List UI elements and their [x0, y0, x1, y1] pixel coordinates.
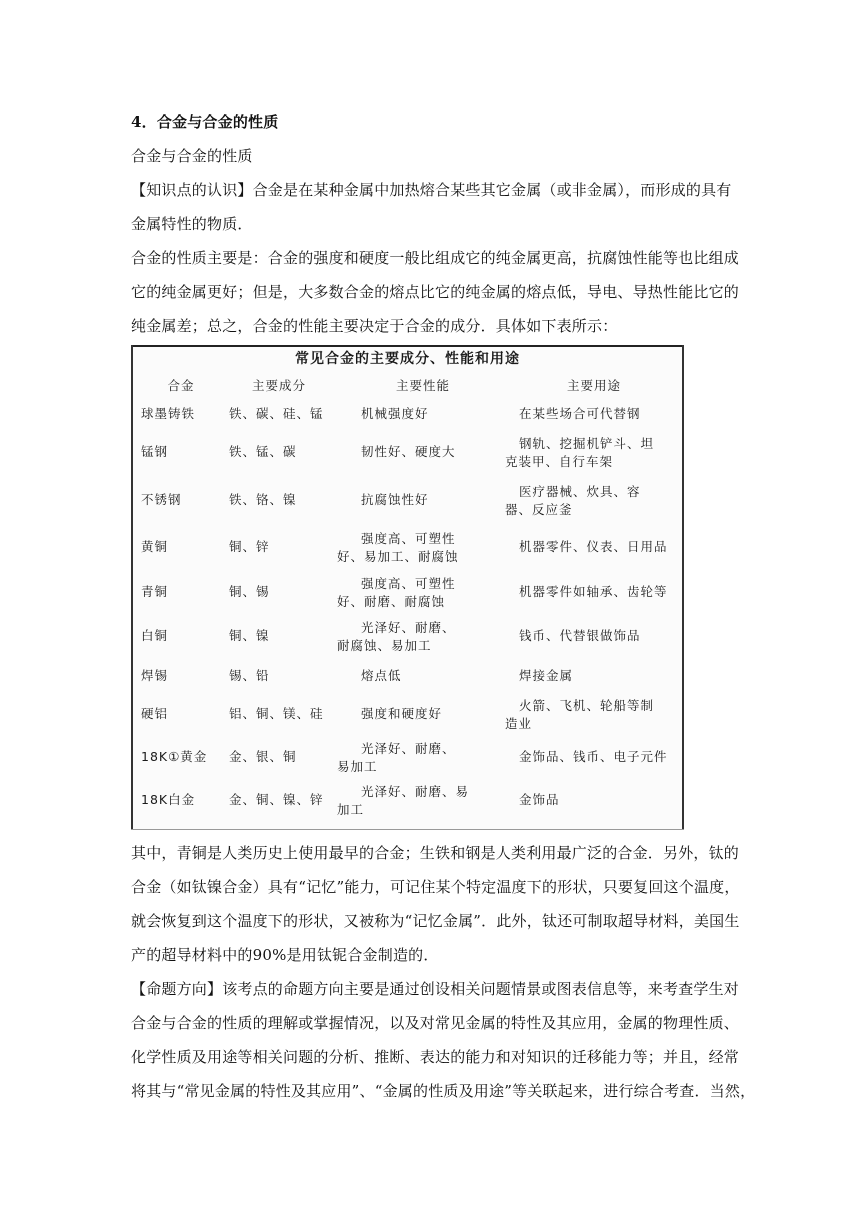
- alloy-cell: [141, 667, 221, 685]
- components-cell: [229, 405, 344, 423]
- table-cell-line: 焊锡: [141, 668, 169, 683]
- table-border-top: [131, 345, 684, 347]
- properties-paragraph-line: 纯金属差；总之，合金的性能主要决定于合金的成分．具体如下表所示：: [131, 317, 618, 335]
- uses-cell: [505, 405, 689, 423]
- table-cell-line: 器、反应釜: [505, 502, 573, 517]
- uses-cell: [505, 697, 675, 733]
- alloy-cell: [141, 443, 221, 461]
- table-cell-line: 机器零件、仪表、日用品: [519, 539, 668, 554]
- direction-paragraph-line: 【命题方向】该考点的命题方向主要是通过创设相关问题情景或图表信息等，来考查学生对: [131, 980, 740, 998]
- properties-cell: [337, 667, 501, 685]
- table-cell-line: 光泽好、耐磨、: [361, 620, 456, 635]
- alloy-cell: [141, 748, 221, 766]
- direction-paragraph-line: 合金与合金的性质的理解或掌握情况，以及对常见金属的特性及其应用，金属的物理性质、: [131, 1014, 740, 1032]
- table-cell-line: 医疗器械、炊具、容: [519, 484, 641, 499]
- components-cell: [229, 583, 344, 601]
- table-cell-line: 锡、铅: [229, 668, 270, 683]
- table-header-alloy: 合金: [167, 378, 195, 393]
- properties-paragraph-line: 它的纯金属更好；但是，大多数合金的熔点比它的纯金属的熔点低，导电、导热性能比它的: [131, 283, 740, 301]
- properties-cell: [337, 405, 501, 423]
- table-cell-line: 加工: [337, 802, 365, 817]
- table-cell-line: 好、易加工、耐腐蚀: [337, 549, 459, 564]
- alloy-cell: [141, 791, 221, 809]
- components-cell: [229, 667, 344, 685]
- after-table-paragraph-line: 产的超导材料中的90%是用钛铌合金制造的．: [131, 946, 439, 964]
- table-cell-line: 焊接金属: [519, 668, 574, 683]
- table-header-components: 主要成分: [251, 378, 306, 393]
- table-cell-line: 18K白金: [141, 792, 196, 807]
- components-cell: [229, 538, 344, 556]
- table-cell-line: 青铜: [141, 584, 169, 599]
- after-table-paragraph-line: 合金（如钛镍合金）具有“记忆”能力，可记住某个特定温度下的形状，只要复回这个温度，: [131, 878, 740, 896]
- components-cell: [229, 443, 344, 461]
- table-cell-line: 铜、锡: [229, 584, 270, 599]
- uses-cell: [505, 435, 675, 471]
- properties-cell: [337, 443, 501, 461]
- after-table-paragraph-line: 其中，青铜是人类历史上使用最早的合金；生铁和钢是人类利用最广泛的合金．另外，钛的: [131, 844, 740, 862]
- properties-cell: [337, 783, 477, 819]
- table-cell-line: 钢轨、挖掘机铲斗、坦: [519, 436, 655, 451]
- table-cell-line: 金饰品、钱币、电子元件: [519, 749, 668, 764]
- uses-cell: [505, 627, 689, 645]
- properties-cell: [337, 530, 477, 566]
- table-header-uses: 主要用途: [566, 378, 621, 393]
- table-header-properties: 主要性能: [395, 378, 450, 393]
- table-cell-line: 强度高、可塑性: [361, 531, 456, 546]
- table-cell-line: 18K①黄金: [141, 749, 208, 764]
- table-cell-line: 球墨铸铁: [141, 406, 196, 421]
- direction-paragraph-line: 将其与“常见金属的特性及其应用”、“金属的性质及用途”等关联起来，进行综合考查．当然，: [131, 1082, 756, 1100]
- table-cell-line: 在某些场合可代替钢: [519, 406, 641, 421]
- properties-cell: [337, 740, 477, 776]
- uses-cell: [505, 583, 689, 601]
- table-cell-line: 机器零件如轴承、齿轮等: [519, 584, 668, 599]
- alloy-cell: [141, 405, 221, 423]
- knowledge-paragraph-line: 金属特性的物质．: [131, 215, 253, 233]
- table-cell-line: 光泽好、耐磨、: [361, 741, 456, 756]
- table-cell-line: 锰钢: [141, 444, 169, 459]
- table-cell-line: 白铜: [141, 628, 169, 643]
- table-cell-line: 克装甲、自行车架: [505, 454, 614, 469]
- table-border-left: [131, 345, 133, 830]
- properties-cell: [337, 491, 501, 509]
- components-cell: [229, 627, 344, 645]
- section-title: 4．合金与合金的性质: [131, 113, 279, 131]
- table-cell-line: 抗腐蚀性好: [361, 492, 429, 507]
- table-cell-line: 硬铝: [141, 706, 169, 721]
- table-cell-line: 熔点低: [361, 668, 402, 683]
- subtitle: 合金与合金的性质: [131, 147, 253, 165]
- uses-cell: [505, 483, 675, 519]
- table-cell-line: 好、耐磨、耐腐蚀: [337, 594, 446, 609]
- knowledge-paragraph-line: 【知识点的认识】合金是在某种金属中加热熔合某些其它金属（或非金属），而形成的具有: [131, 181, 732, 199]
- alloy-cell: [141, 627, 221, 645]
- table-cell-line: 不锈钢: [141, 492, 182, 507]
- table-cell-line: 铁、碳、硅、锰: [229, 406, 324, 421]
- direction-paragraph-line: 化学性质及用途等相关问题的分析、推断、表达的能力和对知识的迁移能力等；并且，经常: [131, 1048, 740, 1066]
- uses-cell: [505, 791, 689, 809]
- components-cell: [229, 748, 344, 766]
- table-cell-line: 耐腐蚀、易加工: [337, 638, 432, 653]
- table-cell-line: 铁、锰、碳: [229, 444, 297, 459]
- table-cell-line: 金、银、铜: [229, 749, 297, 764]
- table-cell-line: 铝、铜、镁、硅: [229, 706, 324, 721]
- alloy-cell: [141, 491, 221, 509]
- properties-cell: [337, 575, 477, 611]
- table-title: 常见合金的主要成分、性能和用途: [295, 351, 520, 367]
- table-cell-line: 韧性好、硬度大: [361, 444, 456, 459]
- table-cell-line: 光泽好、耐磨、易: [361, 784, 470, 799]
- components-cell: [229, 791, 344, 809]
- alloy-cell: [141, 583, 221, 601]
- uses-cell: [505, 667, 689, 685]
- table-cell-line: 铜、镍: [229, 628, 270, 643]
- table-cell-line: 机械强度好: [361, 406, 429, 421]
- table-cell-line: 金饰品: [519, 792, 560, 807]
- properties-cell: [337, 619, 477, 655]
- uses-cell: [505, 538, 689, 556]
- table-cell-line: 造业: [505, 716, 533, 731]
- properties-paragraph-line: 合金的性质主要是：合金的强度和硬度一般比组成它的纯金属更高，抗腐蚀性能等也比组成: [131, 249, 740, 267]
- table-cell-line: 强度高、可塑性: [361, 576, 456, 591]
- table-cell-line: 金、铜、镍、锌: [229, 792, 324, 807]
- table-cell-line: 易加工: [337, 759, 378, 774]
- table-border-bottom: [131, 829, 684, 830]
- table-cell-line: 火箭、飞机、轮船等制: [519, 698, 655, 713]
- alloy-table-image: [131, 345, 684, 830]
- components-cell: [229, 491, 344, 509]
- after-table-paragraph-line: 就会恢复到这个温度下的形状，又被称为“记忆金属”．此外，钛还可制取超导材料，美国生: [131, 912, 740, 930]
- properties-cell: [337, 705, 501, 723]
- table-cell-line: 黄铜: [141, 539, 169, 554]
- components-cell: [229, 705, 344, 723]
- table-cell-line: 铁、铬、镍: [229, 492, 297, 507]
- table-cell-line: 强度和硬度好: [361, 706, 443, 721]
- uses-cell: [505, 748, 689, 766]
- alloy-cell: [141, 705, 221, 723]
- alloy-cell: [141, 538, 221, 556]
- table-cell-line: 铜、锌: [229, 539, 270, 554]
- table-cell-line: 钱币、代替银做饰品: [519, 628, 641, 643]
